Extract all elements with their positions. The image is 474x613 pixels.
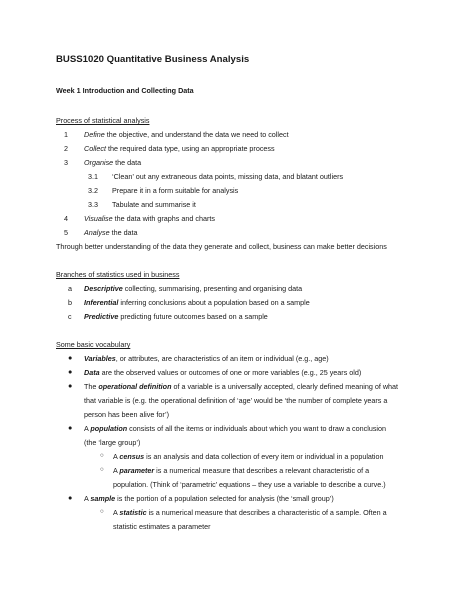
list-number: 5 <box>64 228 68 237</box>
list-item: Collect the required data type, using an appropriate process <box>84 144 275 153</box>
sub-bullet-icon: ○ <box>100 452 104 459</box>
list-item: Tabulate and summarise it <box>112 200 196 209</box>
list-item: A sample is the portion of a population selected for analysis (the ‘small group’) <box>84 494 334 503</box>
list-item: Define the objective, and understand the data we need to collect <box>84 130 289 139</box>
branches-heading: Branches of statistics used in business <box>56 270 180 279</box>
list-item: Analyse the data <box>84 228 138 237</box>
list-item-continuation: person has been alive for’) <box>84 410 169 419</box>
list-letter: b <box>68 298 72 307</box>
list-letter: c <box>68 312 72 321</box>
list-number: 1 <box>64 130 68 139</box>
bullet-icon: ● <box>68 367 73 376</box>
list-item: A population consists of all the items or individuals about which you want to draw a conclusion <box>84 424 387 433</box>
document-title: BUSS1020 Quantitative Business Analysis <box>56 54 250 65</box>
list-letter: a <box>68 284 72 293</box>
list-number: 3.2 <box>88 186 98 195</box>
list-item: A census is an analysis and data collection of every item or individual in a population <box>113 452 384 461</box>
list-number: 4 <box>64 214 68 223</box>
vocab-heading: Some basic vocabulary <box>56 340 131 349</box>
list-item: Inferential inferring conclusions about a population based on a sample <box>84 298 310 307</box>
list-item: Organise the data <box>84 158 142 167</box>
list-item-continuation: (the ‘large group’) <box>84 438 141 447</box>
list-item: Data are the observed values or outcomes of one or more variables (e.g., 25 years old) <box>84 368 362 377</box>
list-item: Descriptive collecting, summarising, presenting and organising data <box>84 284 303 293</box>
sub-bullet-icon: ○ <box>100 508 104 515</box>
bullet-icon: ● <box>68 423 73 432</box>
process-heading: Process of statistical analysis <box>56 116 150 125</box>
list-item: Visualise the data with graphs and charts <box>84 214 215 223</box>
list-number: 3.3 <box>88 200 98 209</box>
list-item-continuation: that variable is (e.g. the operational definition of ‘age’ would be ‘the number of complete years a <box>84 396 388 405</box>
list-item: A parameter is a numerical measure that describes a relevant characteristic of a <box>113 466 370 475</box>
sub-bullet-icon: ○ <box>100 466 104 473</box>
list-item-continuation: statistic estimates a parameter <box>113 522 211 531</box>
process-summary: Through better understanding of the data they generate and collect, business can make better decisions <box>56 242 387 251</box>
list-number: 2 <box>64 144 68 153</box>
bullet-icon: ● <box>68 381 73 390</box>
list-item: The operational definition of a variable is a universally accepted, clearly defined meaning of what <box>84 382 399 391</box>
bullet-icon: ● <box>68 493 73 502</box>
list-item: Prepare it in a form suitable for analysis <box>112 186 239 195</box>
list-item: A statistic is a numerical measure that describes a characteristic of a sample. Often a <box>113 508 387 517</box>
list-item: Predictive predicting future outcomes based on a sample <box>84 312 268 321</box>
bullet-icon: ● <box>68 353 73 362</box>
list-number: 3 <box>64 158 68 167</box>
list-item: ‘Clean’ out any extraneous data points, missing data, and blatant outliers <box>112 172 344 181</box>
week-subtitle: Week 1 Introduction and Collecting Data <box>56 86 194 95</box>
list-item-continuation: population. (Think of ‘parametric’ equations – they use a variable to describe a curve.) <box>113 480 386 489</box>
list-number: 3.1 <box>88 172 98 181</box>
list-item: Variables, or attributes, are characteristics of an item or individual (e.g., age) <box>84 354 329 363</box>
